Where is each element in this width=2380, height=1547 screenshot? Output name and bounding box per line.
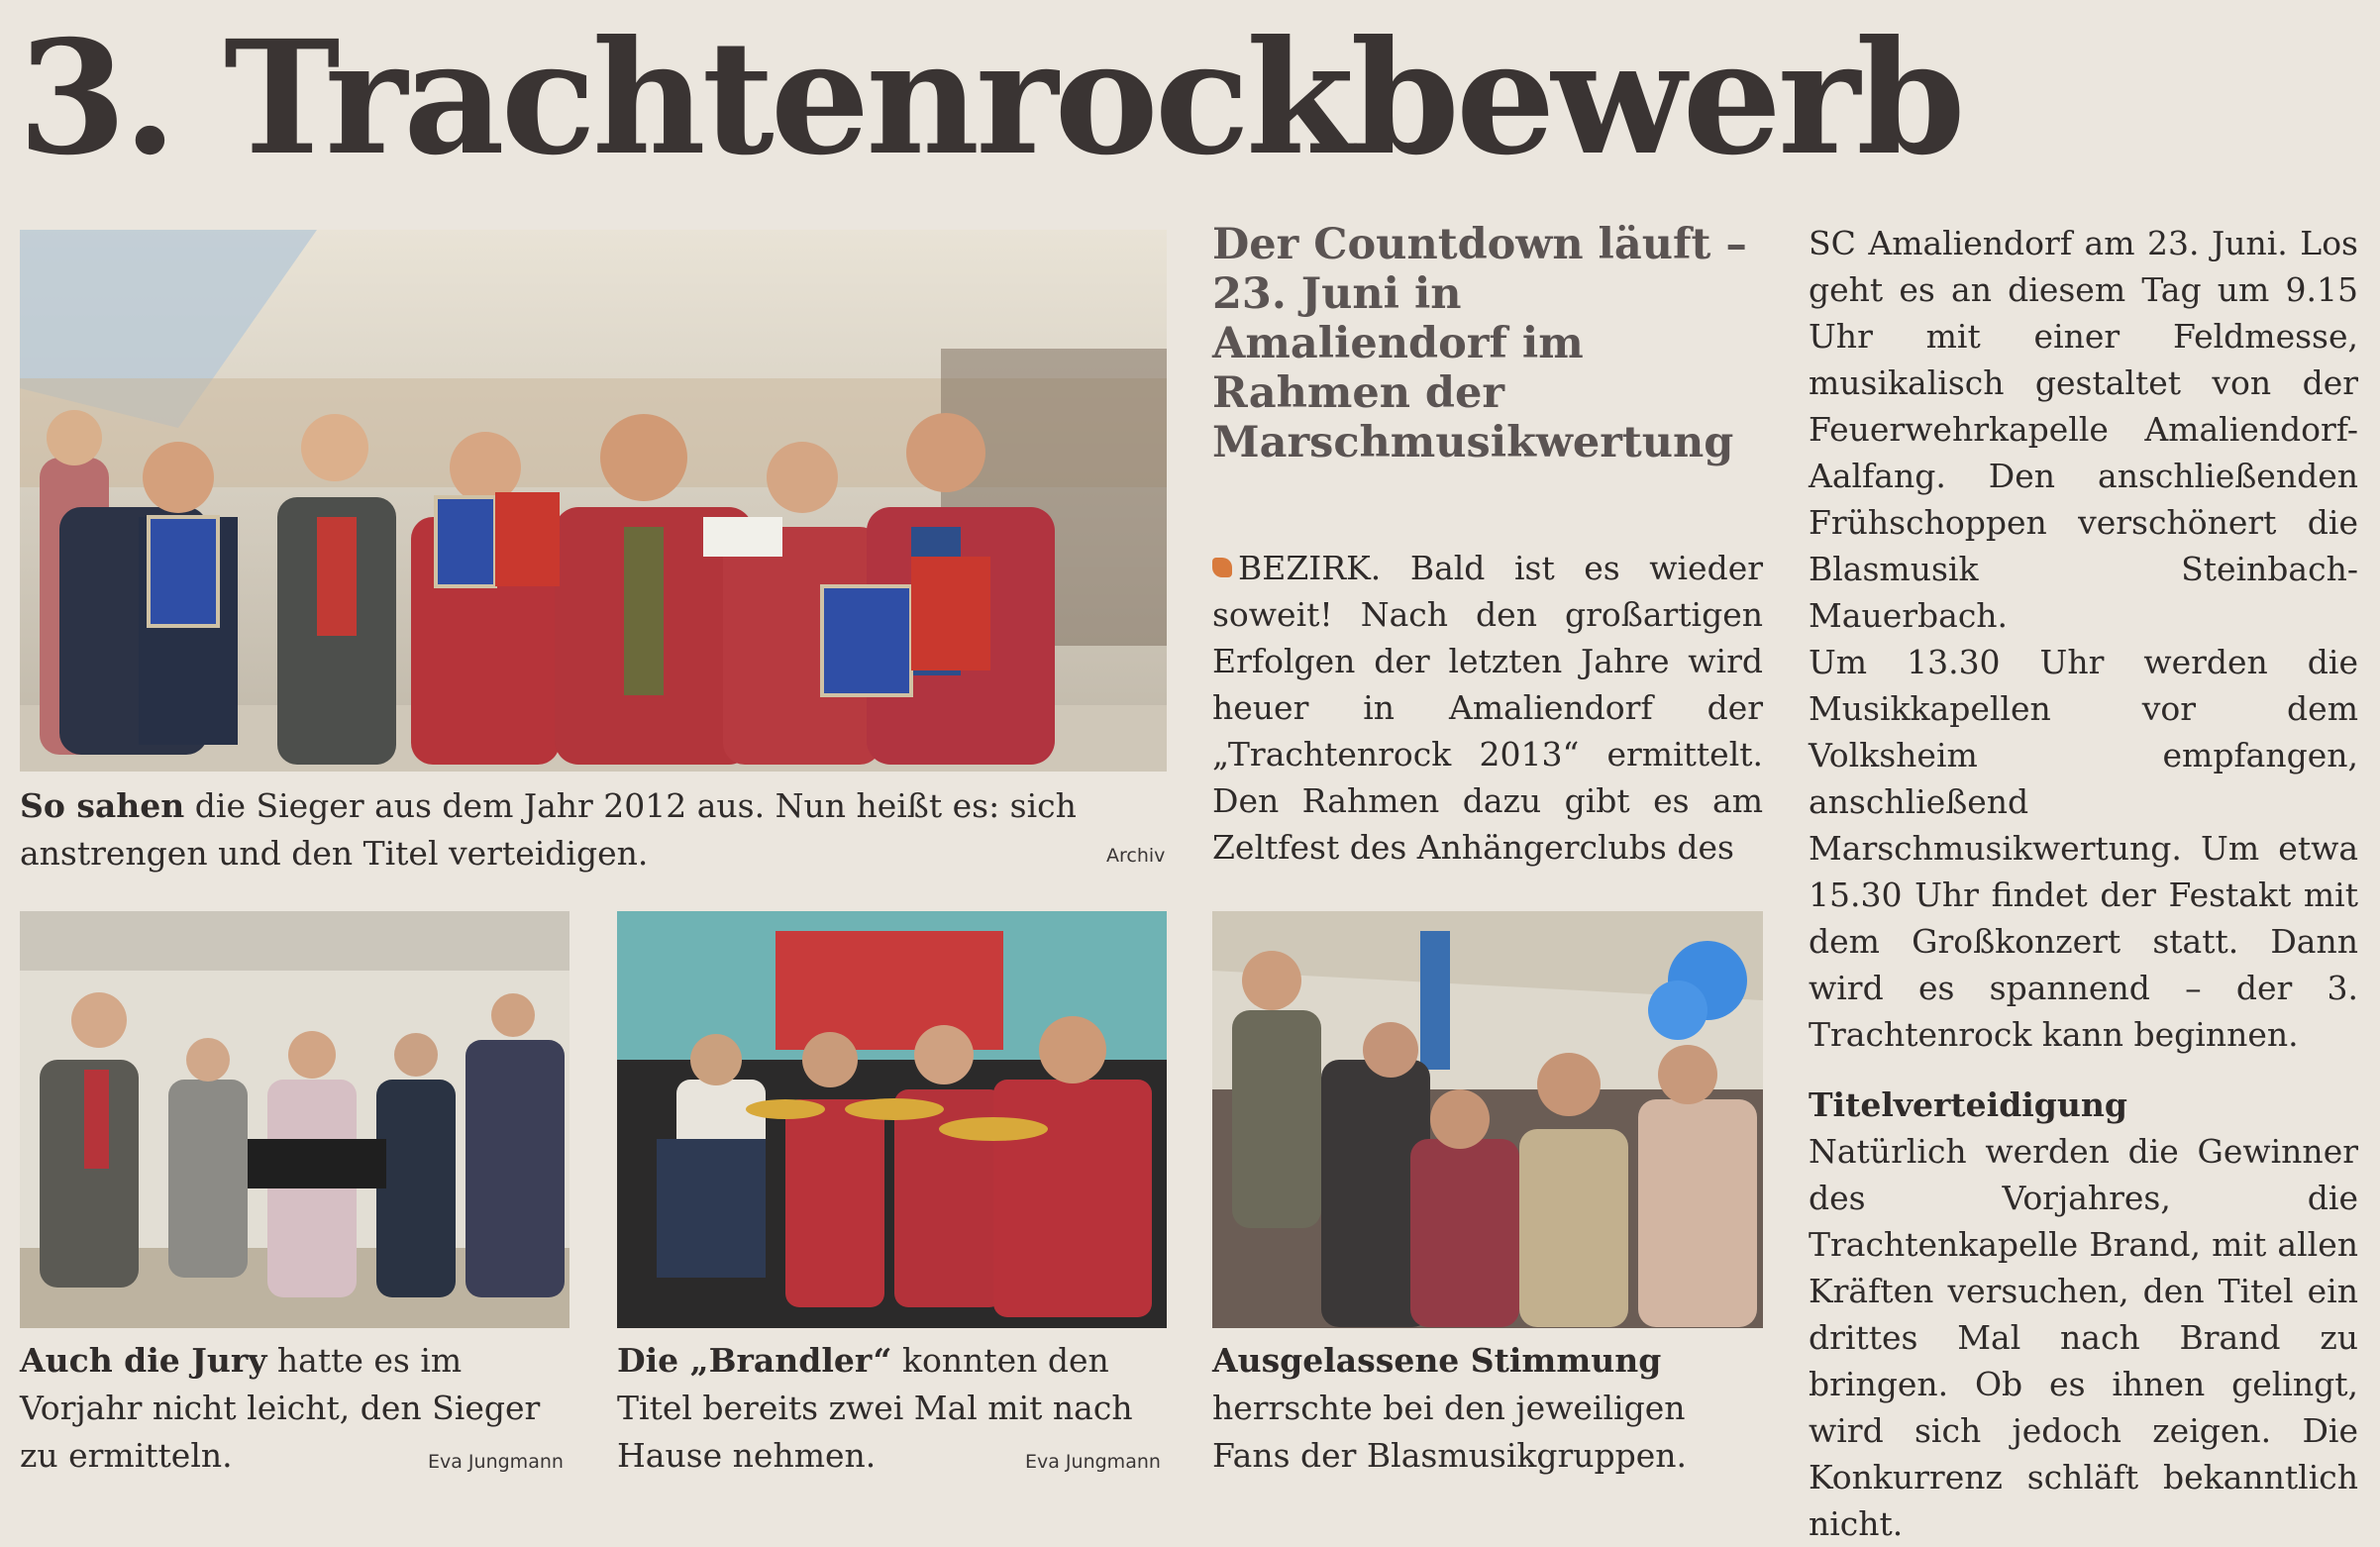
article-column-2: [1809, 220, 2358, 1543]
fans-photo: [1212, 911, 1763, 1328]
brandler-caption-text: konnten den Titel bereits zwei Mal mit nach Hause nehmen.: [617, 1341, 1133, 1475]
winners-credit: Archiv: [1106, 845, 1166, 867]
article-subhead: Titelverteidigung: [1809, 1085, 2127, 1124]
jury-caption-text: hatte es im Vorjahr nicht leicht, den Sieger zu ermitteln.: [20, 1341, 541, 1475]
headline: 3. Trachtenrockbewerb: [18, 7, 1962, 190]
jury-photo: [20, 911, 569, 1328]
fans-caption-text: herrschte bei den jeweiligen Fans der Blasmusikgruppen.: [1212, 1389, 1688, 1475]
brandler-photo: [617, 911, 1167, 1328]
winners-caption-text: die Sieger aus dem Jahr 2012 aus. Nun heißt es: sich anstrengen und den Titel verteidigen.: [20, 786, 1077, 873]
article-paragraph-3: Natürlich werden die Gewinner des Vorjahres, die Trachtenkapelle Brand, mit allen Kräften versuchen, den Titel ein drittes Mal nach Brand zu bringen. Ob es ihnen gelingt, wird sich jedoch zeigen. Die Konkurrenz schläft bekanntlich nicht.: [1809, 1132, 2358, 1543]
fans-caption: [1212, 1337, 1767, 1480]
fans-caption-bold: Ausgelassene Stimmung: [1212, 1341, 1662, 1380]
article-dateline: BEZIRK.: [1238, 549, 1382, 587]
article-paragraph-1-cont: SC Amaliendorf am 23. Juni. Los geht es an diesem Tag um 9.15 Uhr mit einer Feldmesse, musikalisch gestaltet von der Feuerwehrkapelle Amaliendorf-Aalfang. Den anschließenden Frühschoppen verschönert die Blasmusik Steinbach-Mauerbach.: [1809, 224, 2358, 635]
winners-caption: [20, 782, 1167, 877]
winners-caption-bold: So sahen: [20, 786, 185, 825]
brandler-caption-bold: Die „Brandler“: [617, 1341, 892, 1380]
article-paragraph-1: Bald ist es wieder soweit! Nach den großartigen Erfolgen der letzten Jahre wird heuer in Amaliendorf der „Trachtenrock 2013“ ermittelt. Den Rahmen dazu gibt es am Zeltfest des Anhängerclubs des: [1212, 549, 1763, 867]
article-deck: Der Countdown läuft – 23. Juni in Amaliendorf im Rahmen der Marschmusikwertung: [1212, 220, 1747, 467]
brandler-credit: Eva Jungmann: [1025, 1451, 1161, 1473]
winners-photo: [20, 230, 1167, 772]
jury-caption-bold: Auch die Jury: [20, 1341, 267, 1380]
article-paragraph-2: Um 13.30 Uhr werden die Musikkapellen vor dem Volksheim empfangen, anschließend Marschmusikwertung. Um etwa 15.30 Uhr findet der Festakt mit dem Großkonzert statt. Dann wird es spannend – der 3. Trachtenrock kann beginnen.: [1809, 643, 2358, 1054]
article-column-1: [1212, 545, 1763, 906]
jury-credit: Eva Jungmann: [428, 1451, 564, 1473]
leaf-marker-icon: [1212, 558, 1232, 577]
